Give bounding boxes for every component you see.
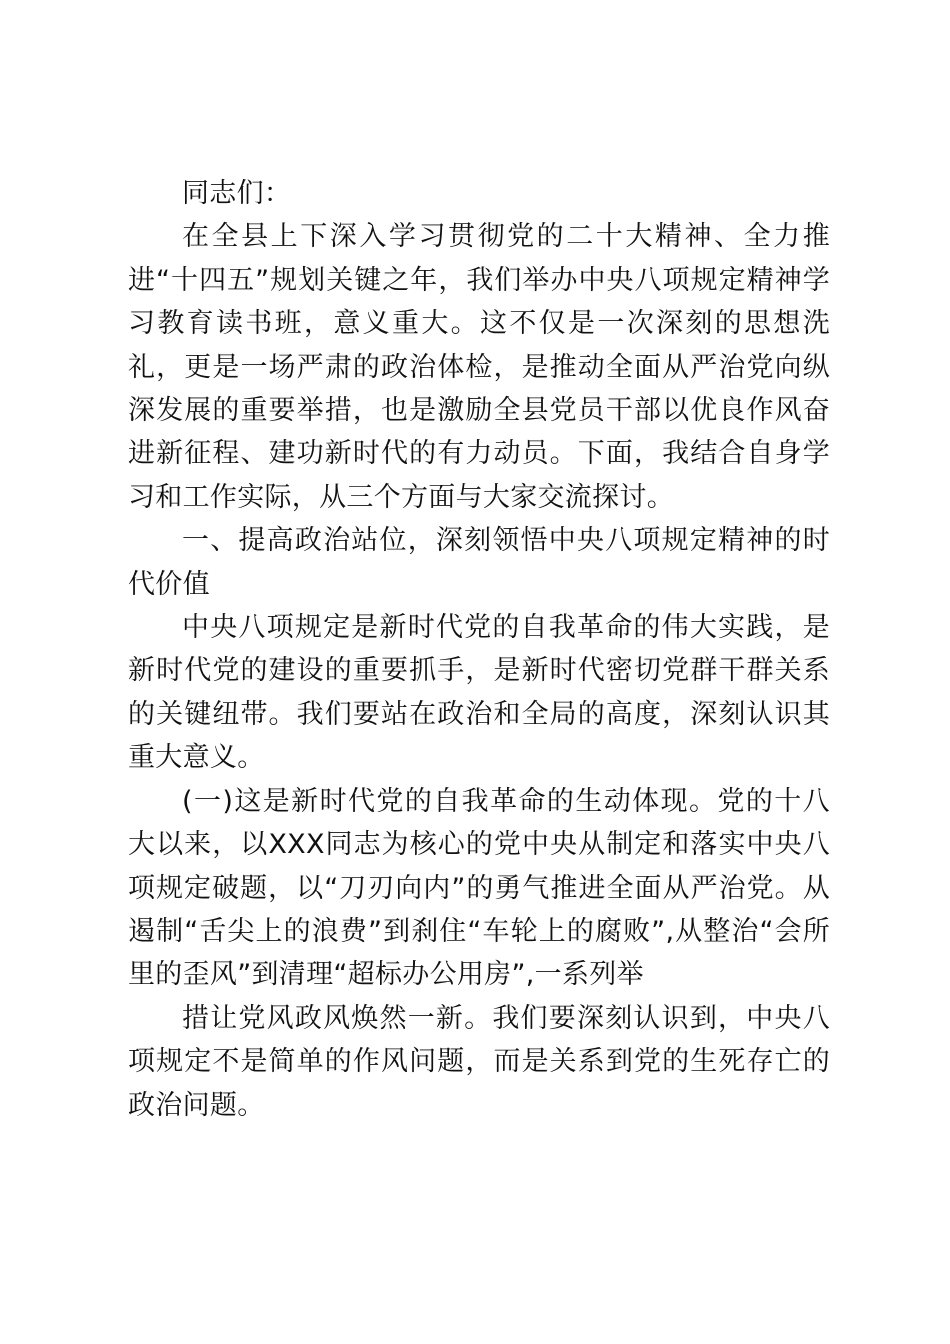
document-body bbox=[128, 172, 830, 1127]
section-intro-paragraph: 中央八项规定是新时代党的自我革命的伟大实践，是新时代党的建设的重要抓手，是新时代密切党群干群关系的关键纽带。我们要站在政治和全局的高度，深刻认识其重大意义。 bbox=[128, 612, 830, 774]
intro-paragraph: 在全县上下深入学习贯彻党的二十大精神、全力推进“十四五”规划关键之年，我们举办中央八项规定精神学习教育读书班，意义重大。这不仅是一次深刻的思想洗礼，更是一场严肃的政治体检，是推动全面从严治党向纵深发展的重要举措，也是激励全县党员干部以优良作风奋进新征程、建功新时代的有力动员。下面，我结合自身学习和工作实际，从三个方面与大家交流探讨。 bbox=[128, 221, 830, 513]
section-heading: 一、提高政治站位，深刻领悟中央八项规定精神的时代价值 bbox=[128, 525, 830, 600]
continuation-paragraph: 措让党风政风焕然一新。我们要深刻认识到，中央八项规定不是简单的作风问题，而是关系到党的生死存亡的政治问题。 bbox=[128, 1002, 830, 1121]
salutation: 同志们： bbox=[182, 178, 292, 209]
subsection-paragraph: (一)这是新时代党的自我革命的生动体现。党的十八大以来，以XXX同志为核心的党中央从制定和落实中央八项规定破题，以“刀刃向内”的勇气推进全面从严治党。从遏制“舌尖上的浪费”到刹住“车轮上的腐败”,从整治“会所里的歪风”到清理“超标办公用房”,一系列举 bbox=[128, 785, 830, 991]
